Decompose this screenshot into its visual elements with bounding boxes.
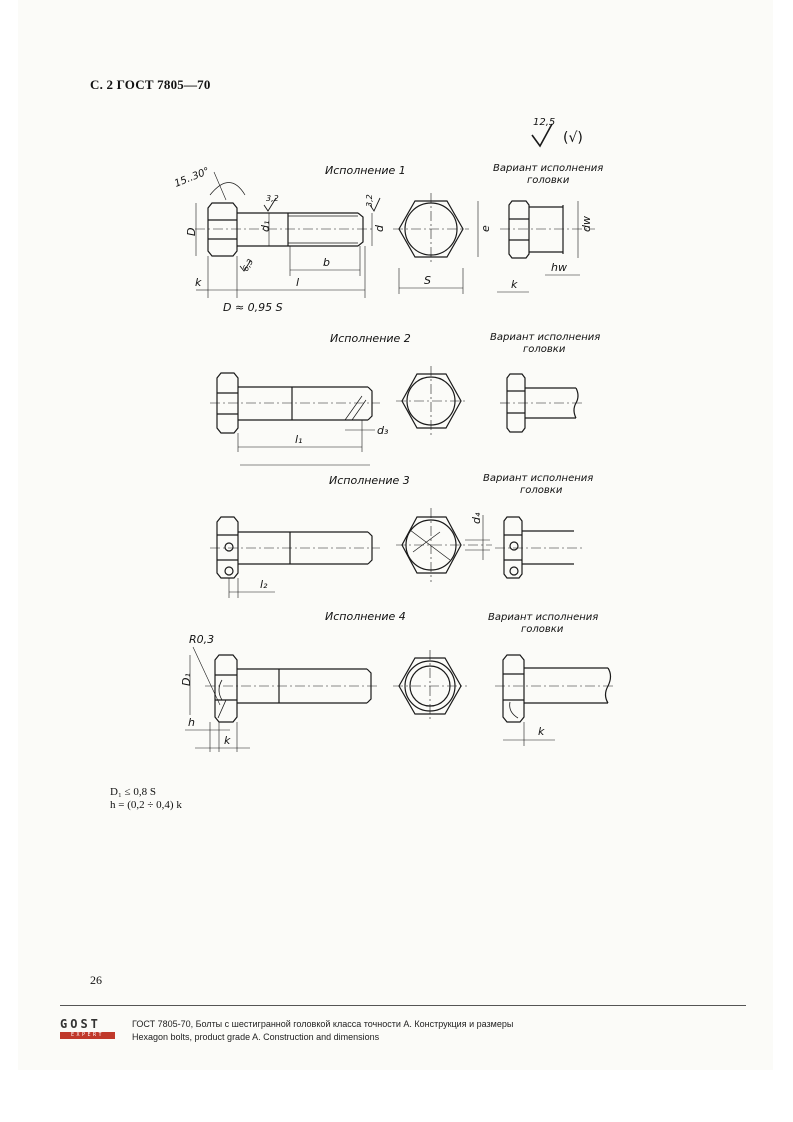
roughness-extra: (√) <box>563 130 583 146</box>
dim-rough-1: 3,2 <box>266 194 279 203</box>
view-3-variant-title-1: Вариант исполнения <box>483 473 594 484</box>
dim-d3: d₃ <box>377 424 389 437</box>
bolt-view-3-variant <box>495 517 582 578</box>
dim-b: b <box>323 256 330 269</box>
roughness-value: 12,5 <box>533 117 556 128</box>
gost-expert-logo <box>60 1018 115 1039</box>
view-3-title: Исполнение 3 <box>329 474 410 487</box>
view-3-variant-title-2: головки <box>520 485 563 496</box>
dim-d: d <box>373 225 386 232</box>
view-4-variant-title-2: головки <box>521 624 564 635</box>
dim-rough-head: 6,3 <box>240 257 256 273</box>
bolt-view-3-side <box>210 517 380 598</box>
dim-l: l <box>296 276 300 289</box>
dim-h: h <box>188 716 195 729</box>
dim-k-variant: k <box>511 278 518 291</box>
view-1-variant-title-2: головки <box>527 175 570 186</box>
dim-D-formula: D ≈ 0,95 S <box>223 301 283 314</box>
footer-line-en: Hexagon bolts, product grade A. Construction and dimensions <box>132 1032 380 1042</box>
dim-R: R0,3 <box>189 633 215 646</box>
view-4-title: Исполнение 4 <box>325 610 406 623</box>
dim-S: S <box>424 274 431 287</box>
view-2-title: Исполнение 2 <box>330 332 411 345</box>
dim-e: e <box>479 225 492 232</box>
bolt-view-2-end <box>396 366 467 436</box>
note-d1-formula: D₁ ≤ 0,8 S <box>110 786 156 798</box>
dim-angle: 15..30° <box>173 165 212 190</box>
bolt-view-4-side <box>180 633 380 752</box>
page-header: С. 2 ГОСТ 7805—70 <box>90 77 211 92</box>
view-2-variant-title-1: Вариант исполнения <box>490 332 601 343</box>
bolt-view-1-variant <box>497 201 595 292</box>
view-2-variant-title-2: головки <box>523 344 566 355</box>
dim-k-4-variant: k <box>538 725 545 738</box>
view-1-variant-title-1: Вариант исполнения <box>493 163 604 174</box>
dim-k: k <box>195 276 202 289</box>
dim-l1: l₁ <box>295 433 303 446</box>
bolt-view-2-variant <box>500 374 585 432</box>
dim-D: D <box>185 227 198 236</box>
logo-bottom-text: EXPERT <box>60 1032 115 1039</box>
page-number: 26 <box>90 973 102 987</box>
footer-text <box>132 1018 513 1044</box>
footer-divider <box>60 1005 746 1006</box>
footer-line-ru: ГОСТ 7805-70, Болты с шестигранной головкой класса точности А. Конструкция и размеры <box>132 1019 514 1029</box>
dim-d4: d₄ <box>470 512 483 524</box>
dim-l2: l₂ <box>260 578 268 591</box>
dim-dw: dw <box>580 216 593 232</box>
bolt-view-1-end <box>393 193 492 294</box>
view-4-variant-title-1: Вариант исполнения <box>488 612 599 623</box>
bolt-view-3-end <box>396 508 492 582</box>
bolt-view-1-side <box>173 166 386 314</box>
bolt-view-4-variant <box>495 655 615 746</box>
bolt-view-4-end <box>393 650 467 722</box>
view-1-title: Исполнение 1 <box>325 164 406 177</box>
dim-hw: hw <box>551 261 567 274</box>
dim-d1: d₁ <box>259 220 272 232</box>
bolt-view-2-side <box>210 373 389 465</box>
logo-top-text: GOST <box>60 1017 101 1031</box>
dim-rough-2: 3,2 <box>365 194 374 207</box>
dim-D1: D₁ <box>180 673 193 686</box>
roughness-symbol <box>532 117 583 146</box>
dim-k-4: k <box>224 734 231 747</box>
note-h-formula: h = (0,2 ÷ 0,4) k <box>110 799 182 811</box>
